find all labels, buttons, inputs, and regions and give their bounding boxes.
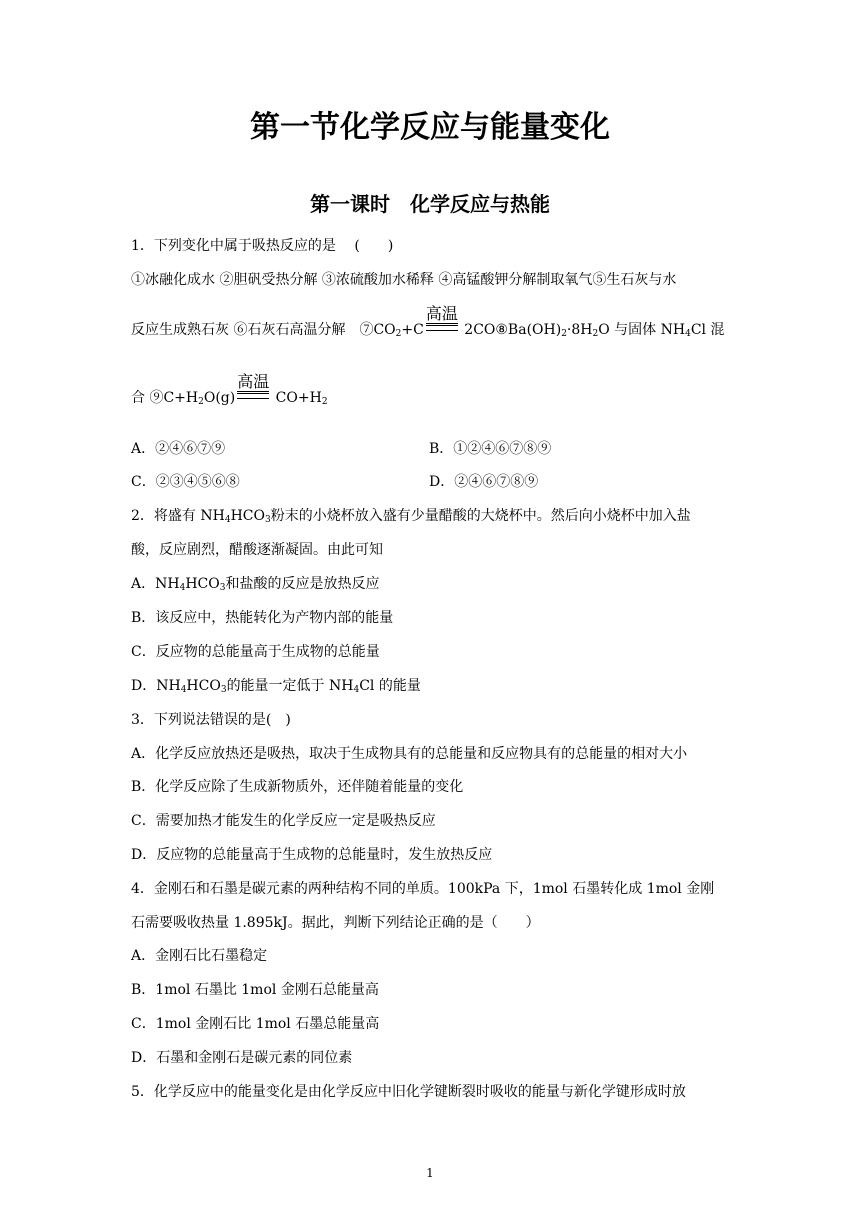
q2-line1: 2．将盛有 $NH_4HCO_3$粉末的小烧杯放入盛有少量醋酸的大烧杯中。然后向小烧杯中加入盐 — [131, 508, 691, 525]
double-equals-sign — [237, 391, 269, 399]
q1-line2: 反应生成熟石灰 ⑥石灰石高温分解 $⑦CO_2+C$ 高温 $2CO⑧Ba(OH)_2\cdot 8H_2O$ 与固体 $NH_4Cl$ 混 — [131, 304, 725, 339]
q4-option-c: C．1mol 金刚石比 1mol 石墨总能量高 — [131, 1016, 380, 1032]
double-equals-sign — [426, 323, 458, 331]
q1-options-row1 — [131, 440, 552, 458]
q1-options-row2 — [131, 473, 539, 491]
q1-line1: ①冰融化成水 ②胆矾受热分解 ③浓硫酸加水稀释 ④高锰酸钾分解制取氧气⑤生石灰与水 — [131, 272, 677, 288]
q1-option-c: C．②③④⑤⑥⑧ — [131, 474, 240, 490]
q1-option-a: A．②④⑥⑦⑨ — [131, 441, 226, 457]
q4-line1: 4．金刚石和石墨是碳元素的两种结构不同的单质。100kPa 下，1mol 石墨转化成 1mol 金刚 — [131, 881, 715, 897]
q1-option-d: D．②④⑥⑦⑧⑨ — [429, 474, 539, 490]
reaction-condition-high-temp: 高温 — [235, 389, 271, 407]
page-title: 第一节化学反应与能量变化 — [250, 110, 610, 145]
q1-option-b: B．①②④⑥⑦⑧⑨ — [429, 441, 552, 457]
section-subtitle: 第一课时 化学反应与热能 — [310, 192, 550, 216]
q4-line2: 石需要吸收热量 1.895kJ。据此，判断下列结论正确的是（ ） — [131, 915, 540, 931]
reaction-condition-high-temp: 高温 — [424, 321, 460, 339]
q4-option-d: D．石墨和金刚石是碳元素的同位素 — [131, 1050, 353, 1066]
q4-option-b: B．1mol 石墨比 1mol 金刚石总能量高 — [131, 982, 379, 998]
q4-option-a: A．金刚石比石墨稳定 — [131, 948, 268, 964]
q3-option-c: C．需要加热才能发生的化学反应一定是吸热反应 — [131, 813, 436, 829]
q2-option-b: B．该反应中，热能转化为产物内部的能量 — [131, 610, 394, 626]
q3-option-d: D．反应物的总能量高于生成物的总能量时，发生放热反应 — [131, 847, 493, 863]
q5-line1: 5．化学反应中的能量变化是由化学反应中旧化学键断裂时吸收的能量与新化学键形成时放 — [131, 1084, 686, 1100]
q1-line3: 合 $⑨C+H_2O(g)$ 高温 $CO+H_2$ — [131, 372, 328, 407]
q3-stem: 3．下列说法错误的是( ) — [131, 712, 291, 728]
q1-stem: 1．下列变化中属于吸热反应的是 ( ) — [131, 238, 394, 254]
q2-option-c: C．反应物的总能量高于生成物的总能量 — [131, 644, 380, 660]
page-number: 1 — [426, 1166, 434, 1180]
q2-option-d: D．$NH_4HCO_3$的能量一定低于 $NH_4Cl$ 的能量 — [131, 678, 421, 695]
q2-line2: 酸，反应剧烈，醋酸逐渐凝固。由此可知 — [131, 542, 383, 558]
q3-option-a: A．化学反应放热还是吸热，取决于生成物具有的总能量和反应物具有的总能量的相对大小 — [131, 746, 688, 762]
q3-option-b: B．化学反应除了生成新物质外，还伴随着能量的变化 — [131, 779, 464, 795]
q2-option-a: A．$NH_4HCO_3$和盐酸的反应是放热反应 — [131, 576, 380, 593]
